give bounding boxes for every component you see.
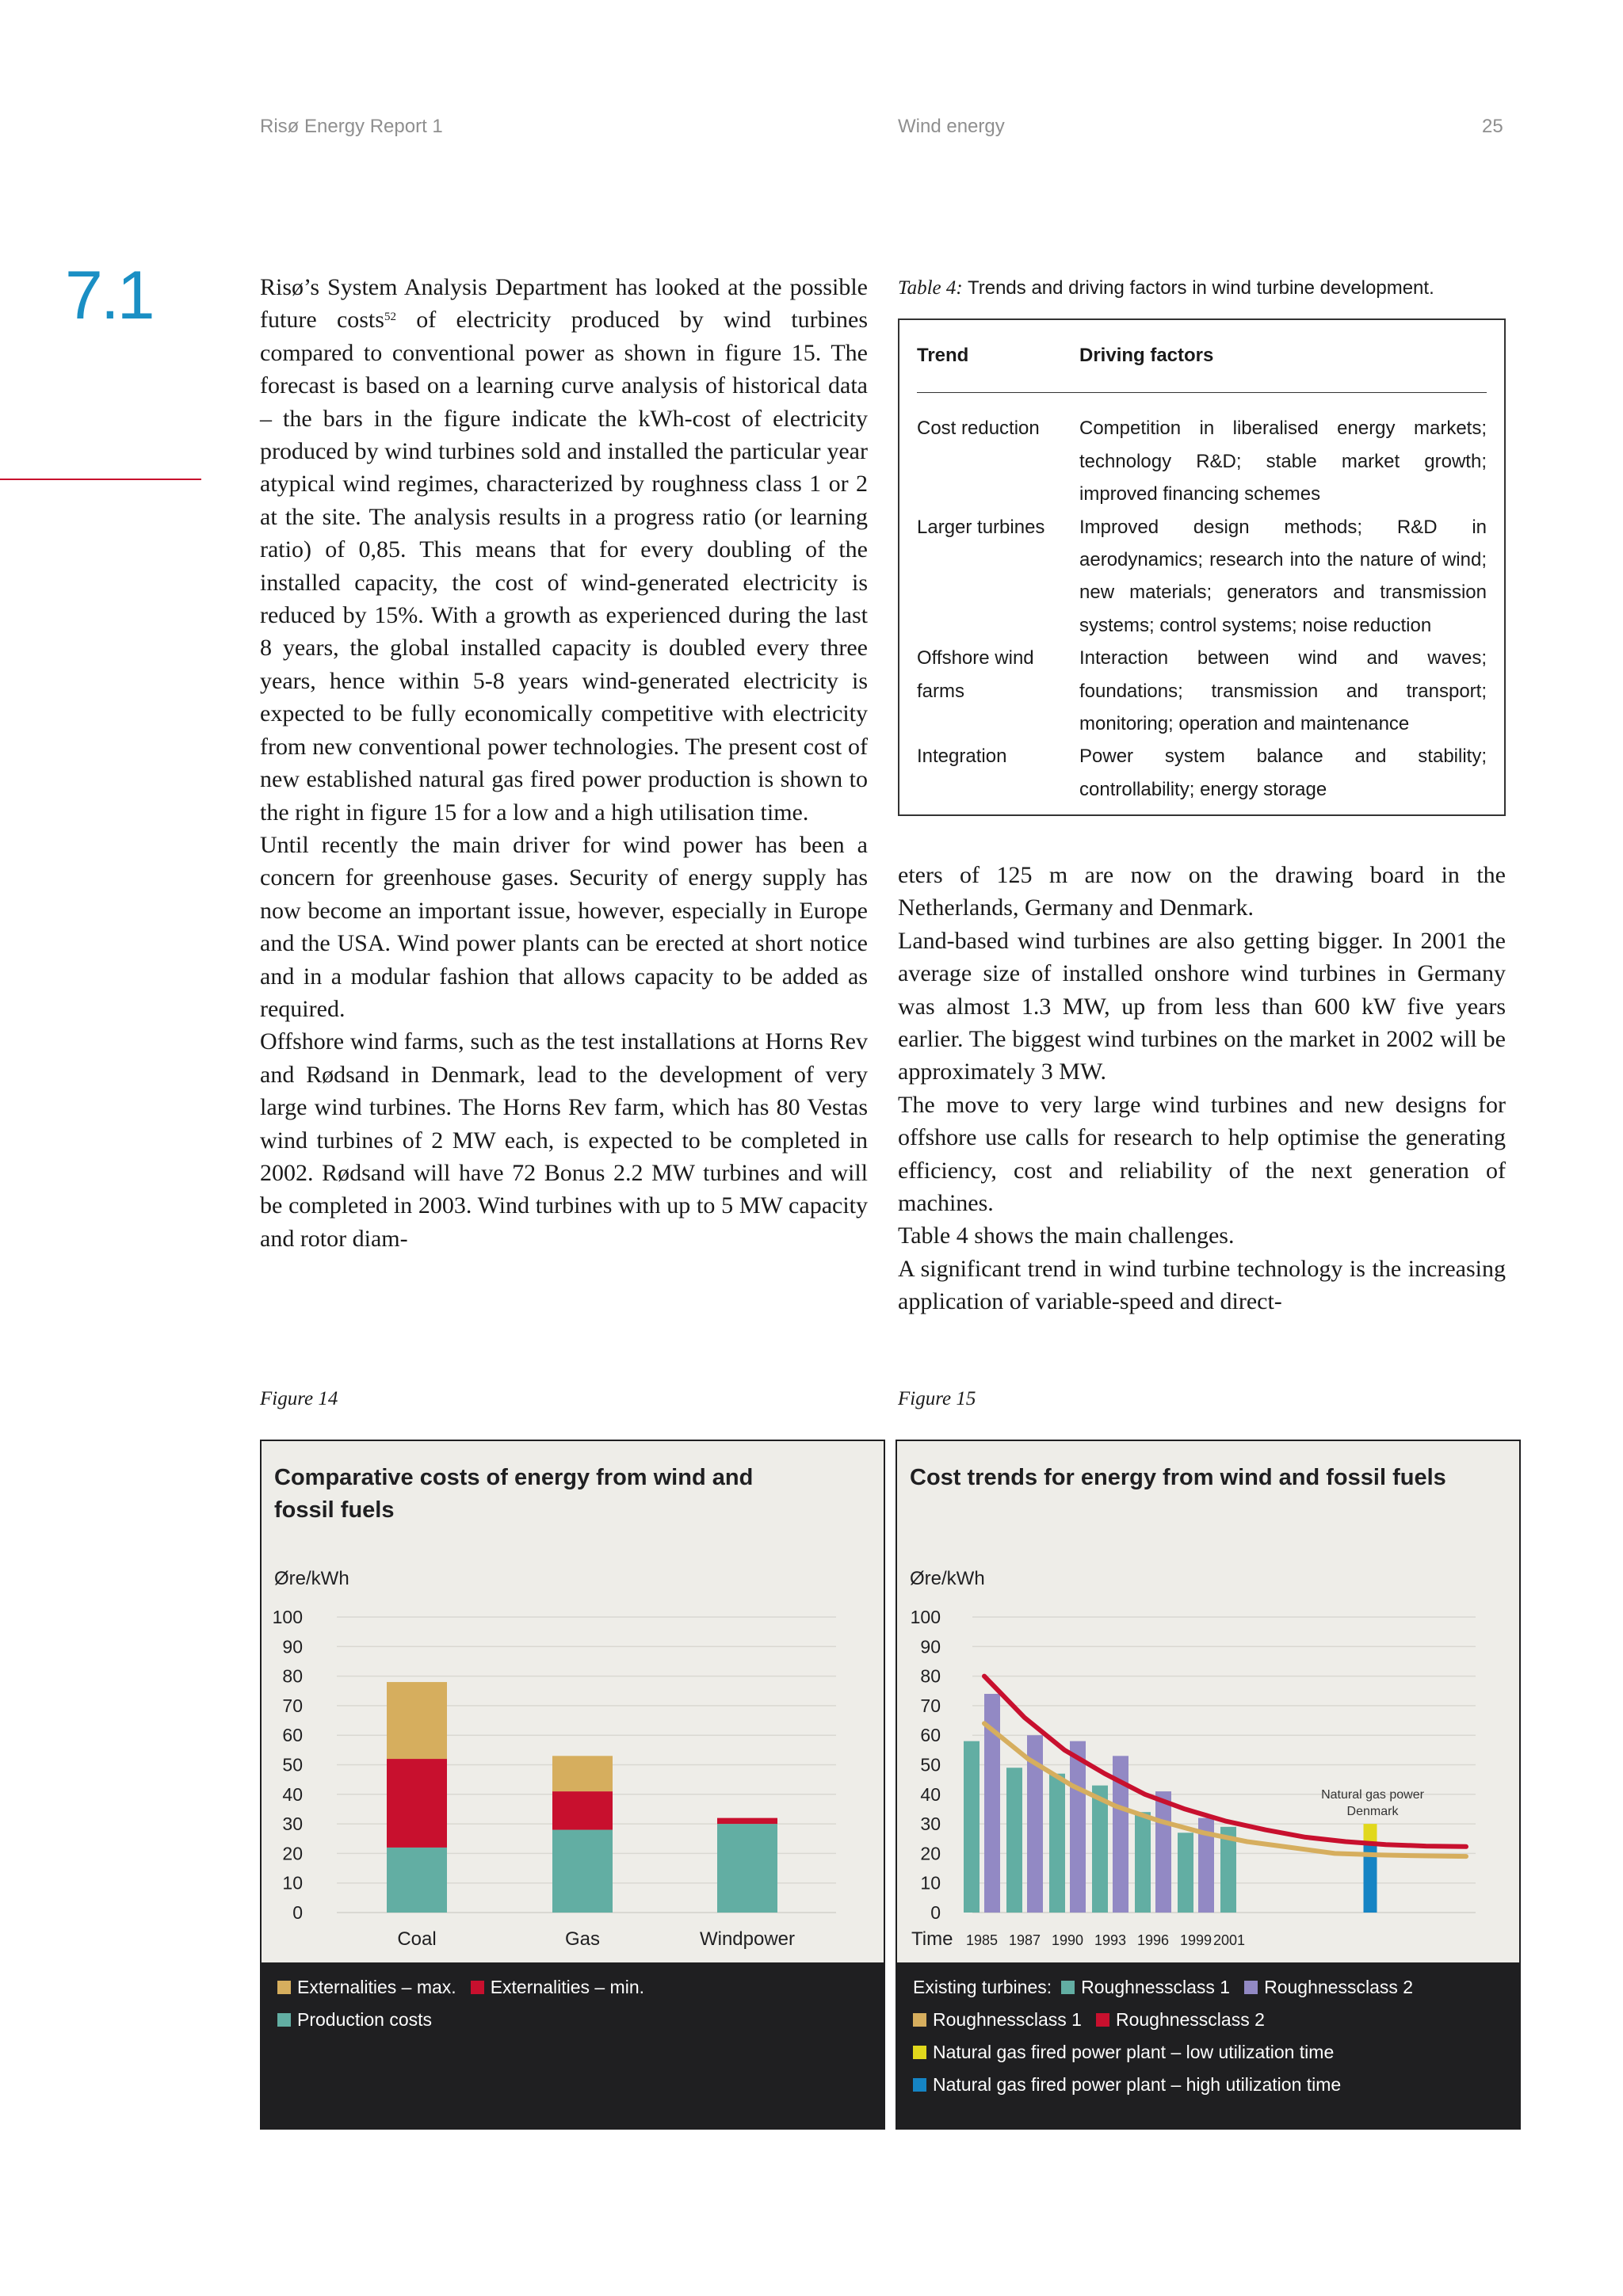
legend-item bbox=[277, 1977, 456, 1997]
paragraph-text: of electricity produced by wind turbines compared to conventional power as shown in figure 15. The forecast is based on a learning curve analysis of historical data – the bars in the figure indicate the kWh-cost of electricity produced by wind turbines sold and installed the particular year atypical wind regimes, characterized by roughness class 1 or 2 at the site. The analysis results in a progress ratio (or learning ratio) of 0,85. This means that for every doubling of the installed capacity, the cost of wind-generated electricity is reduced by 15%. With a growth as experienced during the last 8 years, the global installed capacity is doubled every three years, hence within 5-8 years wind-generated electricity is expected to be fully economically competitive with electricity from new conventional power technologies. The present cost of new established natural gas fired power production is shown to the right in figure 15 for a low and a high utilisation time. bbox=[260, 307, 868, 826]
x-tick-label: 2001 bbox=[1212, 1932, 1246, 1948]
figure-15-caption: Figure 15 bbox=[898, 1388, 976, 1409]
y-tick-label: 20 bbox=[920, 1843, 941, 1864]
legend-row bbox=[913, 2009, 1279, 2031]
running-header-title: Risø Energy Report 1 bbox=[260, 116, 443, 137]
legend-swatch bbox=[1096, 2013, 1109, 2027]
y-tick-label: 40 bbox=[920, 1783, 941, 1805]
y-tick-label: 10 bbox=[282, 1872, 303, 1894]
x-tick-label: 1987 bbox=[1008, 1932, 1041, 1948]
figure-14-plot bbox=[262, 1441, 884, 1964]
legend-row bbox=[277, 2009, 446, 2031]
table-cell-trend: Larger turbines bbox=[917, 516, 1045, 538]
figure-14-caption: Figure 14 bbox=[260, 1388, 338, 1409]
table-cell-drivers: Improved design methods; R&D in aerodynamics; research into the nature of wind; new materials; generators and transmission systems; control systems; noise reduction bbox=[1079, 516, 1487, 636]
y-tick-label: 20 bbox=[282, 1843, 303, 1864]
legend-label: Externalities – min. bbox=[490, 1977, 645, 1997]
legend-row bbox=[277, 1977, 659, 1998]
bar-segment bbox=[552, 1830, 613, 1913]
y-tick-label: 90 bbox=[282, 1636, 303, 1657]
legend-label: Natural gas fired power plant – low utilization time bbox=[933, 2042, 1335, 2062]
body-column-right bbox=[898, 859, 1506, 1318]
y-tick-label: 50 bbox=[282, 1754, 303, 1775]
legend-swatch bbox=[471, 1981, 484, 1994]
bar-rc1 bbox=[1135, 1812, 1151, 1913]
table-cell-trend: Offshore wind farms bbox=[917, 647, 1034, 702]
chart-legend bbox=[897, 1962, 1519, 2130]
legend-label: Roughnessclass 2 bbox=[1115, 2009, 1265, 2030]
trends-table bbox=[898, 318, 1506, 816]
x-tick-label: 1999 bbox=[1179, 1932, 1212, 1948]
legend-item bbox=[277, 2009, 432, 2030]
legend-item bbox=[1061, 1977, 1230, 1997]
bar-rc1 bbox=[1178, 1833, 1193, 1913]
paragraph: A significant trend in wind turbine technology is the increasing application of variable-speed and direct- bbox=[898, 1255, 1506, 1315]
x-tick-label: 1993 bbox=[1094, 1932, 1127, 1948]
y-tick-label: 90 bbox=[920, 1636, 941, 1657]
bar-segment bbox=[717, 1824, 777, 1913]
legend-row bbox=[913, 1977, 1427, 1998]
bar-segment bbox=[387, 1759, 447, 1848]
legend-heading: Existing turbines: bbox=[913, 1977, 1052, 1997]
bar-segment bbox=[387, 1682, 447, 1759]
y-tick-label: 100 bbox=[272, 1607, 303, 1627]
running-header-section: Wind energy bbox=[898, 116, 1005, 137]
chart-title: Cost trends for energy from wind and fossil fuels bbox=[910, 1465, 1446, 1490]
legend-item bbox=[1244, 1977, 1413, 1997]
y-axis-unit: Øre/kWh bbox=[274, 1568, 349, 1589]
legend-item bbox=[471, 1977, 644, 1997]
bar-segment bbox=[552, 1791, 613, 1829]
bar-rc1 bbox=[964, 1741, 980, 1913]
y-tick-label: 0 bbox=[292, 1902, 303, 1923]
chart-legend bbox=[262, 1962, 884, 2130]
bar-rc2 bbox=[1070, 1741, 1086, 1913]
y-tick-label: 60 bbox=[920, 1725, 941, 1746]
x-tick-label: Gas bbox=[564, 1928, 601, 1950]
legend-row bbox=[913, 2042, 1348, 2063]
table-header-drivers: Driving factors bbox=[1079, 345, 1214, 366]
figure-15-plot bbox=[897, 1441, 1519, 1964]
legend-swatch bbox=[277, 2013, 291, 2027]
bar-rc1 bbox=[1049, 1774, 1065, 1913]
body-column-left bbox=[260, 271, 868, 1255]
chart-title-line: Comparative costs of energy from wind and bbox=[274, 1465, 754, 1490]
table-row bbox=[917, 740, 1487, 806]
table-cell-trend: Cost reduction bbox=[917, 418, 1040, 440]
section-number: 7.1 bbox=[65, 257, 153, 334]
bar-rc1 bbox=[1006, 1768, 1022, 1913]
chart-title-line: fossil fuels bbox=[274, 1497, 395, 1523]
table-header-trend: Trend bbox=[917, 345, 969, 366]
table-row bbox=[917, 412, 1487, 510]
legend-row bbox=[913, 2074, 1355, 2096]
section-rule bbox=[0, 479, 201, 480]
figure-14-chart bbox=[260, 1440, 885, 2130]
legend-label: Production costs bbox=[297, 2009, 433, 2030]
figure-15-chart bbox=[896, 1440, 1521, 2130]
table-caption-text: Trends and driving factors in wind turbine development. bbox=[962, 277, 1434, 299]
annotation-text: Natural gas power bbox=[1321, 1788, 1424, 1802]
bar-segment bbox=[387, 1848, 447, 1913]
y-axis-unit: Øre/kWh bbox=[910, 1568, 985, 1589]
y-tick-label: 30 bbox=[282, 1814, 303, 1835]
paragraph bbox=[260, 271, 868, 829]
table-header-row bbox=[917, 339, 1487, 393]
page-number: 25 bbox=[1482, 116, 1503, 137]
table-cell-trend: Integration bbox=[917, 746, 1007, 768]
legend-item bbox=[913, 2009, 1082, 2030]
table-cell-drivers: Power system balance and stability; controllability; energy storage bbox=[1079, 746, 1487, 800]
x-tick-label: Coal bbox=[397, 1928, 437, 1950]
legend-swatch bbox=[913, 2078, 926, 2092]
y-tick-label: 50 bbox=[920, 1754, 941, 1775]
y-tick-label: 10 bbox=[920, 1872, 941, 1894]
y-tick-label: 40 bbox=[282, 1783, 303, 1805]
footnote-ref[interactable]: 52 bbox=[384, 311, 396, 324]
paragraph: Table 4 shows the main challenges. bbox=[898, 1222, 1235, 1249]
legend-swatch bbox=[1061, 1981, 1075, 1994]
legend-item bbox=[913, 2074, 1341, 2095]
legend-label: Roughnessclass 2 bbox=[1264, 1977, 1414, 1997]
legend-swatch bbox=[913, 2046, 926, 2059]
x-tick-label: 1985 bbox=[965, 1932, 999, 1948]
y-tick-label: 100 bbox=[910, 1607, 941, 1627]
paragraph: eters of 125 m are now on the drawing board in the Netherlands, Germany and Denmark. bbox=[898, 862, 1506, 921]
bar-segment bbox=[717, 1818, 777, 1824]
y-tick-label: 70 bbox=[282, 1695, 303, 1716]
paragraph-text: Risø’s System Analysis Department has looked at the possible future costs bbox=[260, 274, 868, 334]
legend-label: Roughnessclass 1 bbox=[933, 2009, 1082, 2030]
legend-label: Natural gas fired power plant – high utilization time bbox=[933, 2074, 1342, 2095]
paragraph: Until recently the main driver for wind power has been a concern for greenhouse gases. Security of energy supply has now become an important issue, however, especially in Europe and the USA. Wind power plants can be erected at short notice and in a modular fashion that allows capacity to be added as required. bbox=[260, 831, 868, 1022]
legend-label: Externalities – max. bbox=[297, 1977, 456, 1997]
table-cell-drivers: Interaction between wind and waves; foundations; transmission and transport; monitoring; operation and maintenance bbox=[1079, 647, 1487, 735]
annotation-text: Denmark bbox=[1346, 1805, 1399, 1818]
legend-item bbox=[913, 2042, 1334, 2062]
table-row bbox=[917, 642, 1487, 740]
bar-rc2 bbox=[1155, 1791, 1171, 1913]
legend-swatch bbox=[1244, 1981, 1258, 1994]
legend-item bbox=[1096, 2009, 1265, 2030]
legend-label: Roughnessclass 1 bbox=[1081, 1977, 1231, 1997]
paragraph: The move to very large wind turbines and new designs for offshore use calls for research to help optimise the generating efficiency, cost and reliability of the next generation of machines. bbox=[898, 1091, 1506, 1217]
legend-swatch bbox=[913, 2013, 926, 2027]
table-cell-drivers: Competition in liberalised energy markets; technology R&D; stable market growth; improved financing schemes bbox=[1079, 418, 1487, 505]
x-axis-label: Time bbox=[911, 1928, 953, 1950]
y-tick-label: 70 bbox=[920, 1695, 941, 1716]
y-tick-label: 30 bbox=[920, 1814, 941, 1835]
y-tick-label: 80 bbox=[282, 1665, 303, 1687]
x-tick-label: 1990 bbox=[1051, 1932, 1084, 1948]
table-row bbox=[917, 511, 1487, 643]
paragraph: Land-based wind turbines are also getting bigger. In 2001 the average size of installed onshore wind turbines in Germany was almost 1.3 MW, up from less than 600 kW five years earlier. The biggest wind turbines on the market in 2002 will be approximately 3 MW. bbox=[898, 927, 1506, 1085]
x-tick-label: 1996 bbox=[1136, 1932, 1170, 1948]
y-tick-label: 60 bbox=[282, 1725, 303, 1746]
table-caption bbox=[898, 277, 1434, 299]
legend-swatch bbox=[277, 1981, 291, 1994]
table-caption-label: Table 4: bbox=[898, 277, 963, 299]
x-tick-label: Windpower bbox=[699, 1928, 796, 1950]
bar-segment bbox=[552, 1756, 613, 1791]
y-tick-label: 0 bbox=[930, 1902, 941, 1923]
bar-rc1 bbox=[1092, 1786, 1108, 1913]
paragraph: Offshore wind farms, such as the test installations at Horns Rev and Rødsand in Denmark, lead to the development of very large wind turbines. The Horns Rev farm, which has 80 Vestas wind turbines of 2 MW each, is expected to be completed in 2002. Rødsand will have 72 Bonus 2.2 MW turbines and will be completed in 2003. Wind turbines with up to 5 MW capacity and rotor diam- bbox=[260, 1028, 868, 1252]
y-tick-label: 80 bbox=[920, 1665, 941, 1687]
